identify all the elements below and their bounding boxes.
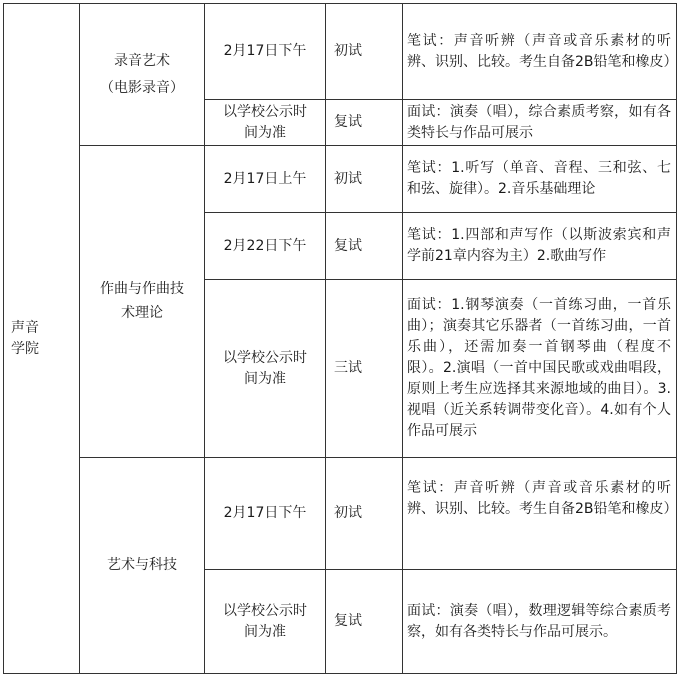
exam-time-line: 以学校公示时 (223, 103, 307, 120)
exam-round-cell (326, 280, 403, 458)
table-row (4, 4, 677, 100)
exam-time-cell (205, 280, 326, 458)
exam-time: 2月17日上午 (223, 170, 307, 187)
exam-content: 面试：演奏（唱），综合素质考察，如有各类特长与作品可展示 (407, 103, 671, 141)
exam-time-cell (205, 458, 326, 570)
exam-time-cell (205, 570, 326, 674)
exam-round: 三试 (334, 360, 362, 376)
exam-round: 初试 (334, 505, 362, 521)
exam-content-cell (403, 280, 677, 458)
exam-content: 面试：演奏（唱），数理逻辑等综合素质考察，如有各类特长与作品可展示。 (407, 602, 671, 640)
exam-round-cell (326, 146, 403, 213)
exam-round-cell (326, 570, 403, 674)
major-cell (80, 4, 205, 146)
exam-schedule-table (3, 3, 677, 674)
exam-round: 初试 (334, 170, 362, 187)
major-name: 艺术与科技 (107, 557, 177, 573)
exam-round: 复试 (334, 613, 362, 629)
college-name: 声音学院 (11, 319, 39, 357)
exam-content: 笔试：1.四部和声写作（以斯波索宾和声学前21章内容为主）2.歌曲写作 (407, 227, 671, 264)
table-row (4, 458, 677, 570)
major-name-line: 录音艺术 (114, 52, 170, 69)
exam-time: 2月17日下午 (223, 43, 307, 59)
exam-time-cell (205, 4, 326, 100)
college-cell (4, 4, 80, 674)
exam-content-cell (403, 213, 677, 280)
major-cell (80, 458, 205, 674)
exam-content: 笔试：1.听写（单音、音程、三和弦、七和弦、旋律）。2.音乐基础理论 (407, 160, 671, 197)
exam-content-cell (403, 458, 677, 570)
exam-time-cell (205, 100, 326, 146)
major-name-line: 术理论 (121, 305, 163, 321)
exam-content: 笔试：声音听辨（声音或音乐素材的听辨、识别、比较。考生自备2B铅笔和橡皮） (407, 32, 678, 70)
exam-content: 笔试：声音听辨（声音或音乐素材的听辨、识别、比较。考生自备2B铅笔和橡皮） (407, 480, 678, 517)
exam-content-cell (403, 146, 677, 213)
exam-content: 面试：1.钢琴演奏（一首练习曲，一首乐曲）；演奏其它乐器者（一首练习曲，一首乐曲），还需加奏一首钢琴曲（程度不限）。2.演唱（一首中国民歌或戏曲唱段，原则上考生应选择其来源地域的曲目）。3.视唱（近关系转调带变化音）。4.如有个人作品可展示 (407, 297, 671, 439)
major-name-line: （电影录音） (100, 79, 184, 96)
exam-round: 复试 (334, 114, 362, 130)
exam-time-line: 以学校公示时 (223, 602, 307, 619)
exam-time-cell (205, 213, 326, 280)
exam-time-line: 间为准 (244, 124, 286, 141)
exam-time-line: 以学校公示时 (223, 349, 307, 366)
exam-round-cell (326, 4, 403, 100)
exam-content-cell (403, 100, 677, 146)
exam-round: 初试 (334, 43, 362, 59)
major-name-line: 作曲与作曲技 (100, 281, 184, 297)
exam-round-cell (326, 100, 403, 146)
exam-content-cell (403, 570, 677, 674)
exam-time-line: 间为准 (244, 623, 286, 640)
exam-round-cell (326, 458, 403, 570)
exam-round-cell (326, 213, 403, 280)
exam-time: 2月17日下午 (223, 505, 307, 521)
exam-time-line: 间为准 (244, 370, 286, 387)
table-row (4, 146, 677, 213)
exam-content-cell (403, 4, 677, 100)
exam-time-cell (205, 146, 326, 213)
exam-time: 2月22日下午 (223, 237, 307, 254)
major-cell (80, 146, 205, 458)
exam-round: 复试 (334, 237, 362, 254)
